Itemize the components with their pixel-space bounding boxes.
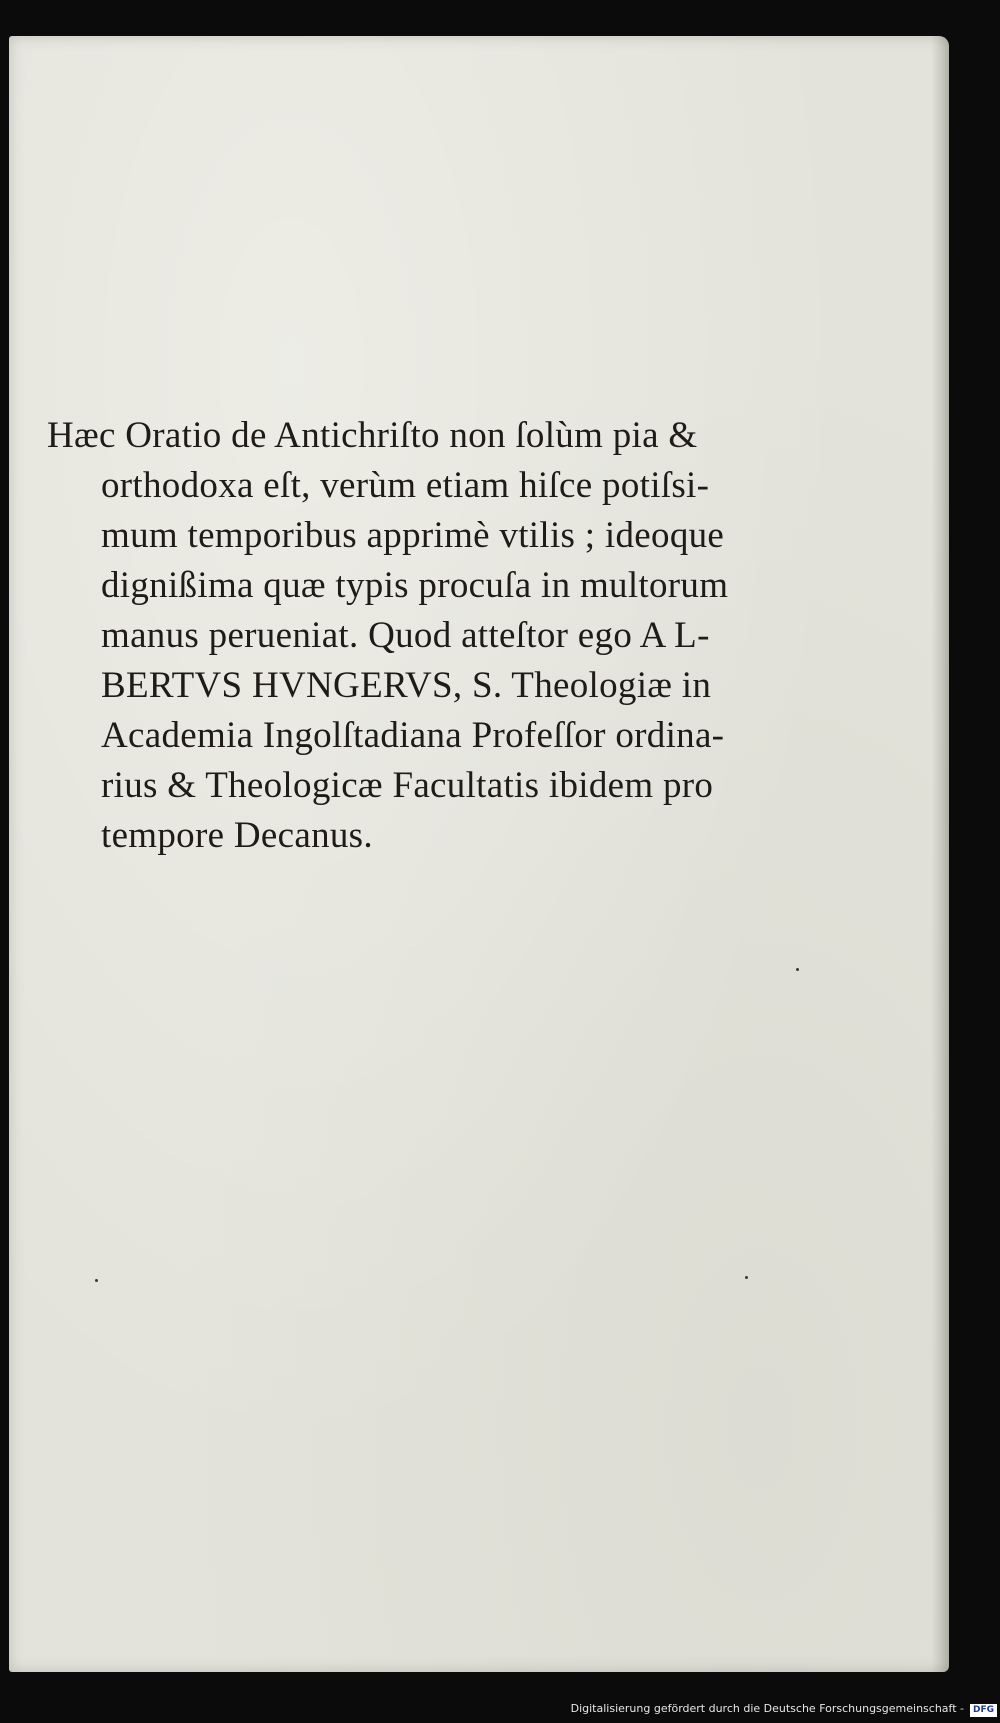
paper-speck [796,968,799,971]
paper-speck [95,1279,98,1282]
imprimatur-line-9: tempore Decanus. [101,815,373,856]
imprimatur-line-1: Hæc Oratio de Antichriſto non ſolùm pia & [47,415,698,456]
imprimatur-line-8: rius & Theologicæ Facultatis ibidem pro [101,765,714,806]
paper-speck [745,1276,748,1279]
imprimatur-line-2: orthodoxa eſt, verùm etiam hiſce potiſsi- [101,465,710,506]
imprimatur-line-4: dignißima quæ typis procuſa in multorum [101,565,729,606]
imprimatur-line-5: manus perueniat. Quod atteſtor ego A L- [101,615,710,656]
imprimatur-line-7: Academia Ingolſtadiana Profeſſor ordina- [101,715,725,756]
imprimatur-line-3: mum temporibus apprimè vtilis ; ideoque [101,515,725,556]
imprimatur-text-block [9,36,949,1672]
scanned-page [9,36,949,1672]
imprimatur-line-6: BERTVS HVNGERVS, S. Theologiæ in [101,665,712,706]
digitization-credit: Digitalisierung gefördert durch die Deutsche Forschungsgemeinschaft - [570,1702,964,1715]
dfg-logo: DFG [970,1704,997,1717]
